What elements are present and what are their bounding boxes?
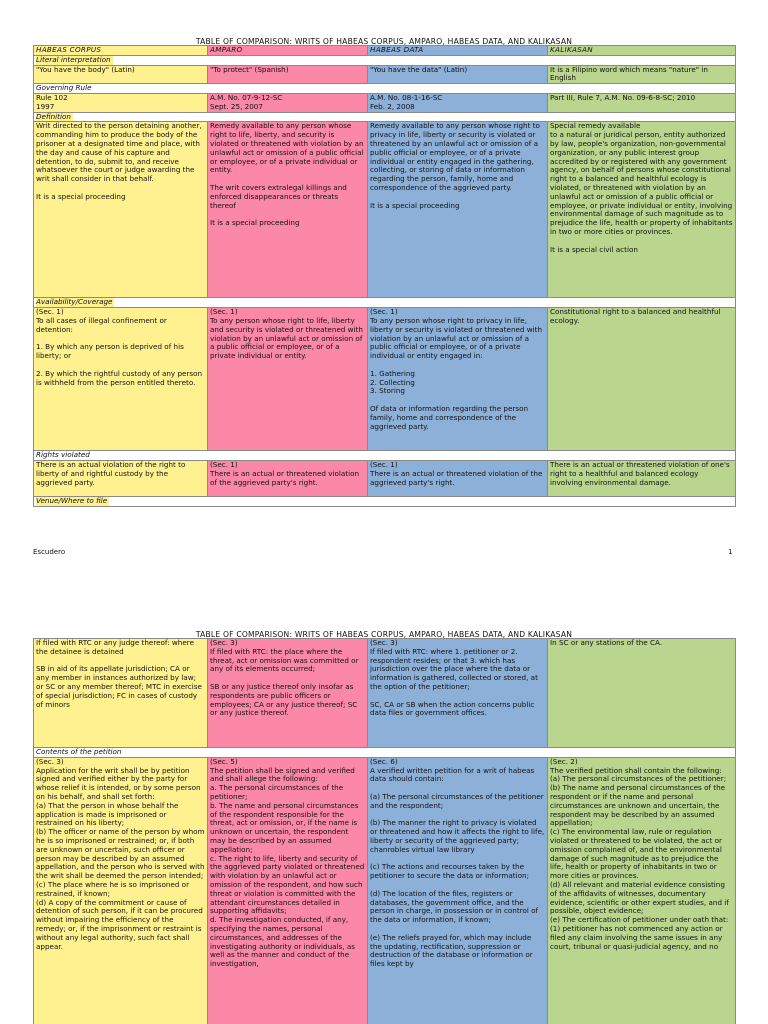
cell-literal-kalikasan: It is a Filipino word which means "nature" in English xyxy=(548,65,736,84)
row-governing xyxy=(34,93,736,112)
section-label-rights: Rights violated xyxy=(36,450,90,460)
header-habeas-data: HABEAS DATA xyxy=(368,46,548,56)
section-label-contents: Contents of the petition xyxy=(36,747,122,756)
cell-availability-habeas-data: (Sec. 1) To any person whose right to privacy in life, liberty or security is violated or threatened with violation by an unlawful act or omission of a public official or employee, or of a private individual or entity engaged in: 1. Gathering 2. Collecting 3. Storing Of data or information regarding the person family, home and correspondence of the aggrieved party. xyxy=(368,308,548,451)
cell-availability-habeas-corpus: (Sec. 1) To all cases of illegal confinement or detention: 1. By which any person is deprived of his liberty; or 2. By which the rightful custody of any person is withheld from the person entitled thereto. xyxy=(34,308,208,451)
cell-venue-amparo: (Sec. 3) If filed with RTC: the place where the threat, act or omission was committed or any of its elements occurred; SB or any justice thereof only insofar as respondents are public officers or employees; CA or any justice thereof; SC or any justice thereof. xyxy=(208,639,368,748)
header-amparo: AMPARO xyxy=(208,46,368,56)
row-literal xyxy=(34,65,736,84)
document-title: TABLE OF COMPARISON: WRITS OF HABEAS CORPUS, AMPARO, HABEAS DATA, AND KALIKASAN xyxy=(195,37,573,46)
header-row xyxy=(34,46,736,56)
cell-rights-habeas-data: (Sec. 1) There is an actual or threatened violation of the aggrieved party's right. xyxy=(368,460,548,496)
cell-literal-habeas-data: "You have the data" (Latin) xyxy=(368,65,548,84)
section-label-governing: Governing Rule xyxy=(36,83,92,93)
cell-rights-kalikasan: There is an actual or threatened violation of one's right to a healthful and balanced ecology involving environmental damage. xyxy=(548,460,736,496)
cell-governing-habeas-data: A.M. No. 08-1-16-SC Feb. 2, 2008 xyxy=(368,93,548,112)
cell-definition-habeas-corpus: Writ directed to the person detaining another, commanding him to produce the body of the prisoner at a designated time and place, with the day and cause of his capture and detention, to do, submit to, and receive whatsoever the court or judge awarding the writ shall consider in that behalf. It is a special proceeding xyxy=(34,122,208,298)
comparison-table xyxy=(33,45,736,507)
row-definition xyxy=(34,122,736,298)
page-2 xyxy=(0,626,768,1024)
cell-literal-habeas-corpus: "You have the body" (Latin) xyxy=(34,65,208,84)
header-habeas-corpus: HABEAS CORPUS xyxy=(34,46,208,56)
section-label-literal: Literal interpretation xyxy=(36,55,111,64)
cell-contents-amparo: (Sec. 5) The petition shall be signed and verified and shall allege the following: a. The personal circumstances of the petitioner; b. The name and personal circumstances of the respondent responsible for the threat, act or omission, or, if the name is unknown or uncertain, the respondent may be described by an assumed appellation; c. The right to life, liberty and security of the aggrieved party violated or threatened with violation by an unlawful act or omission of the respondent, and how such threat or violation is committed with the attendant circumstances detailed in supporting affidavits; d. The investigation conducted, if any, specifying the names, personal circumstances, and addresses of the investigating authority or individuals, as well as the manner and conduct of the investigation, xyxy=(208,757,368,1024)
cell-definition-kalikasan: Special remedy available to a natural or juridical person, entity authorized by law, people's organization, non-governmental organization, or any public interest group accredited by or registered with any government agency, on behalf of persons whose constitutional right to a balanced and healthful ecology is violated, or threatened with violation by an unlawful act or omission of a public official or employee, or private individual or entity, involving environmental damage of such magnitude as to prejudice the life, health or property of inhabitants in two or more cities or provinces. It is a special civil action xyxy=(548,122,736,298)
section-label-availability: Availability/Coverage xyxy=(36,297,113,307)
cell-venue-habeas-data: (Sec. 3) If filed with RTC: where 1. petitioner or 2. respondent resides; or that 3. which has jurisdiction over the place where the data or information is gathered, collected or stored, at the option of the petitioner; SC, CA or SB when the action concerns public data files or government offices. xyxy=(368,639,548,748)
cell-availability-amparo: (Sec. 1) To any person whose right to life, liberty and security is violated or threatened with violation by an unlawful act or omission of a public official or employee, or of a private individual or entity. xyxy=(208,308,368,451)
cell-rights-amparo: (Sec. 1) There is an actual or threatened violation of the aggrieved party's right. xyxy=(208,460,368,496)
cell-contents-habeas-data: (Sec. 6) A verified written petition for a writ of habeas data should contain: (a) The personal circumstances of the petitioner and the respondent; (b) The manner the right to privacy is violated or threatened and how it affects the right to life, liberty or security of the aggrieved party; chanrobles virtual law library (c) The actions and recourses taken by the petitioner to secure the data or information; (d) The location of the files, registers or databases, the government office, and the person in charge, in possession or in control of the data or information, if known; (e) The reliefs prayed for, which may include the updating, rectification, suppression or destruction of the database or information or files kept by xyxy=(368,757,548,1024)
cell-rights-habeas-corpus: There is an actual violation of the right to liberty of and rightful custody by the aggrieved party. xyxy=(34,460,208,496)
cell-venue-habeas-corpus: If filed with RTC or any judge thereof: where the detainee is detained SB in aid of its appellate jurisdiction; CA or any member in instances authorized by law; or SC or any member thereof; MTC in exercise of special jurisdiction; FC in cases of custody of minors xyxy=(34,639,208,748)
footer-author: Escudero xyxy=(33,548,66,556)
section-label-venue: Venue/Where to file xyxy=(36,496,108,505)
cell-literal-amparo: "To protect" (Spanish) xyxy=(208,65,368,84)
cell-contents-kalikasan: (Sec. 2) The verified petition shall contain the following: (a) The personal circumstances of the petitioner; (b) The name and personal circumstances of the respondent or if the name and personal circumstances are unknown and uncertain, the respondent may be described by an assumed appellation; (c) The environmental law, rule or regulation violated or threatened to be violated, the act or omission complained of, and the environmental damage of such magnitude as to prejudice the life, health or property of inhabitants in two or more cities or provinces. (d) All relevant and material evidence consisting of the affidavits of witnesses, documentary evidence, scientific or other expert studies, and if possible, object evidence; (e) The certification of petitioner under oath that: (1) petitioner has not commenced any action or filed any claim involving the same issues in any court, tribunal or quasi-judicial agency, and no xyxy=(548,757,736,1024)
row-contents xyxy=(34,757,736,1024)
section-row-availability xyxy=(34,298,736,308)
document-title-page-2: TABLE OF COMPARISON: WRITS OF HABEAS CORPUS, AMPARO, HABEAS DATA, AND KALIKASAN xyxy=(195,630,573,639)
cell-definition-amparo: Remedy available to any person whose right to life, liberty, and security is violated or threatened with violation by an unlawful act or omission of a public official or employee, or of a private individual or entity. The writ covers extralegal killings and enforced disappearances or threats thereof It is a special proceeding xyxy=(208,122,368,298)
footer-page-number: 1 xyxy=(728,548,733,556)
cell-governing-amparo: A.M. No. 07-9-12-SC Sept. 25, 2007 xyxy=(208,93,368,112)
row-rights xyxy=(34,460,736,496)
section-row-venue xyxy=(34,496,736,506)
cell-availability-kalikasan: Constitutional right to a balanced and healthful ecology. xyxy=(548,308,736,451)
section-row-governing xyxy=(34,84,736,94)
section-row-definition xyxy=(34,112,736,122)
section-label-definition: Definition xyxy=(36,112,71,121)
cell-governing-kalikasan: Part III, Rule 7, A.M. No. 09-6-8-SC; 2010 xyxy=(548,93,736,112)
section-row-literal xyxy=(34,55,736,65)
cell-governing-habeas-corpus: Rule 102 1997 xyxy=(34,93,208,112)
section-row-contents xyxy=(34,748,736,758)
row-venue xyxy=(34,639,736,748)
cell-definition-habeas-data: Remedy available to any person whose right to privacy in life, liberty or security is violated or threatened by an unlawful act or omission of a public official or employee, or of a private individual or entity engaged in the gathering, collecting, or storing of data or information regarding the person, family, home and correspondence of the aggrieved party. It is a special proceeding xyxy=(368,122,548,298)
row-availability xyxy=(34,308,736,451)
comparison-table-continued xyxy=(33,638,736,1024)
cell-contents-habeas-corpus: (Sec. 3) Application for the writ shall be by petition signed and verified either by the party for whose relief it is intended, or by some person on his behalf, and shall set forth: (a) That the person in whose behalf the application is made is imprisoned or restrained on his liberty; (b) The officer or name of the person by whom he is so imprisoned or restrained; or, if both are unknown or uncertain, such officer or person may be described by an assumed appellation, and the person who is served with the writ shall be deemed the person intended; (c) The place where he is so imprisoned or restrained, if known; (d) A copy of the commitment or cause of detention of such person, if it can be procured without impairing the efficiency of the remedy; or, if the imprisonment or restraint is without any legal authority, such fact shall appear. xyxy=(34,757,208,1024)
header-kalikasan: KALIKASAN xyxy=(548,46,736,56)
cell-venue-kalikasan: In SC or any stations of the CA. xyxy=(548,639,736,748)
section-row-rights xyxy=(34,451,736,461)
